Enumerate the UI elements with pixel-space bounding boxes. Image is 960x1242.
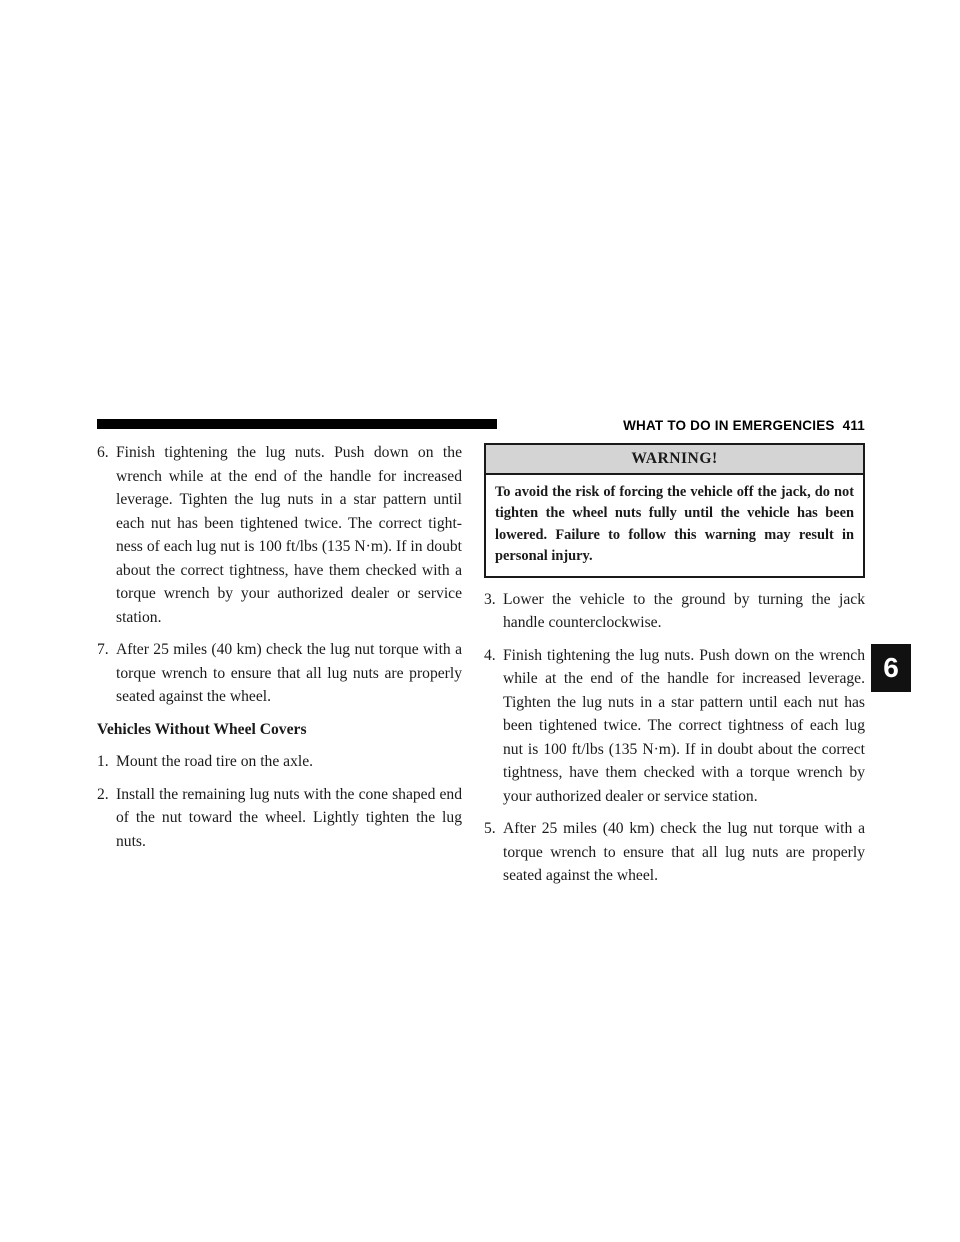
page-number: 411 [842, 418, 865, 433]
item-text: Install the remaining lug nuts with the cone shaped end of the nut toward the wheel. Lightly tighten the lug nuts. [116, 785, 462, 850]
section-heading: Vehicles Without Wheel Covers [97, 720, 307, 738]
list-item [484, 588, 865, 635]
list-item [484, 644, 865, 809]
item-text: Finish tightening the lug nuts. Push down on the wrench while at the end of the handle for increased leverage. Tighten the lug nuts in a star pattern until each nut has been tightened twice. The correct tightness of each lug nut is 100 ft/lbs (135 N·m). If in doubt about the correct tightness, have them checked with a torque wrench by your authorized dealer or service station. [503, 646, 865, 805]
warning-box [484, 443, 865, 578]
item-number: 6. [97, 444, 109, 461]
right-column [484, 443, 865, 897]
item-text: Lower the vehicle to the ground by turning the jack handle counterclockwise. [503, 590, 865, 631]
warning-text: To avoid the risk of forcing the vehicle off the jack, do not tighten the wheel nuts fully until the vehicle has been lowered. Failure to follow this warning may result in personal injury. [495, 483, 854, 564]
page-header [500, 418, 865, 433]
list-item [97, 638, 462, 709]
left-column [97, 441, 462, 862]
item-number: 1. [97, 753, 109, 770]
item-number: 5. [484, 820, 496, 837]
section-title: WHAT TO DO IN EMERGENCIES [623, 418, 835, 433]
item-number: 2. [97, 785, 109, 803]
list-item [97, 783, 462, 854]
item-number: 7. [97, 641, 109, 658]
item-text: After 25 miles (40 km) check the lug nut torque with a torque wrench to ensure that all lug nuts are properly seated against the wheel. [503, 820, 865, 884]
warning-title: WARNING! [486, 445, 863, 475]
item-number: 3. [484, 590, 496, 608]
item-number: 4. [484, 646, 496, 664]
list-item [97, 441, 462, 629]
chapter-tab: 6 [871, 644, 911, 692]
item-text: Finish tightening the lug nuts. Push down on the wrench while at the end of the handle for increased leverage. Tighten the lug nuts in a star pattern until each nut has been tightened twice. The correct tight- ness of each lug nut is 100 ft/lbs (135 N·m). If in doubt about the correct tightness, have them checked with a torque wrench by your authorized dealer or service station. [116, 444, 462, 626]
list-item [97, 750, 462, 774]
item-text: Mount the road tire on the axle. [116, 753, 314, 770]
header-rule [97, 419, 497, 429]
item-text: After 25 miles (40 km) check the lug nut torque with a torque wrench to ensure that all lug nuts are properly seated against the wheel. [116, 641, 462, 705]
list-item [484, 817, 865, 888]
